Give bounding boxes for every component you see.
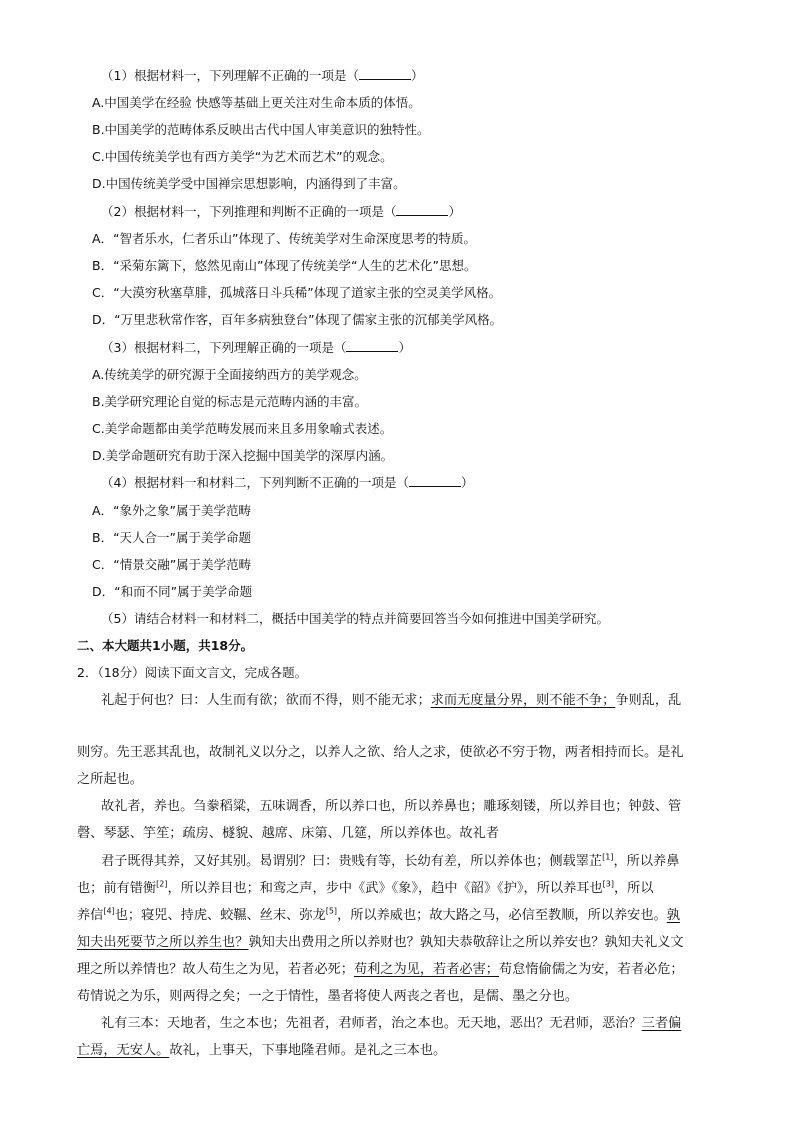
passage-p3-line1 (101, 853, 679, 871)
passage-p1-line1 (101, 692, 681, 710)
passage-p3-line6: 苟情说之为乐，则两得之矣；一之于情性，墨者将使人两丧之者也，是儒、墨之分也。 (77, 989, 579, 1004)
question-3-close: ） (398, 340, 411, 355)
question-4-text: （4）根据材料一和材料二，下列判断不正确的一项是（ (101, 475, 409, 490)
section-2-intro: 2．（18分）阅读下面文言文，完成各题。 (77, 665, 308, 680)
passage-p3-line3 (77, 907, 680, 925)
section-2-heading: 二、本大题共1小题，共18分。 (77, 638, 254, 653)
question-1-close: ） (410, 68, 424, 83)
q3-option-c: C.美学命题都由美学范畴发展而来且多用象喻式表述。 (92, 421, 393, 436)
footnote-marker: [4] (103, 906, 115, 916)
question-5-stem: （5）请结合材料一和材料二，概括中国美学的特点并简要回答当今如何推进中国美学研究。 (101, 611, 609, 626)
passage-text: ，所以养鼻 (613, 854, 680, 869)
question-4-close: ） (460, 475, 474, 490)
answer-blank[interactable] (396, 203, 448, 216)
passage-text: 争则乱，乱 (615, 693, 682, 708)
passage-text: ，所以养威也；故大路之马，必信至教顺，所以养安也。 (337, 908, 667, 923)
question-1-stem (101, 67, 423, 85)
passage-text: 理之所以养情也？故人苟生之为见，若者必死； (77, 962, 354, 977)
q1-option-b: B.中国美学的范畴体系反映出古代中国人审美意识的独特性。 (92, 122, 430, 137)
footnote-marker: [2] (156, 879, 168, 889)
passage-p1-line2: 则穷。先王恶其乱也，故制礼义以分之，以养人之欲、给人之求，使欲必不穷于物，两者相持而长。是礼 (77, 745, 684, 760)
passage-p4-line2 (77, 1042, 446, 1060)
footnote-marker: [1] (602, 852, 614, 862)
question-2-text: （2）根据材料一，下列推理和判断不正确的一项是（ (101, 204, 397, 219)
passage-p3-line2 (77, 880, 654, 898)
q4-option-a: A．“象外之象”属于美学范畴 (92, 503, 252, 518)
q3-option-b: B.美学研究理论自觉的标志是元范畴内涵的丰富。 (92, 394, 368, 409)
underlined-sentence: 亡焉，无安人。 (77, 1043, 170, 1058)
q4-option-c: C．“情景交融”属于美学范畴 (92, 557, 252, 572)
q2-option-a: A．“智者乐水，仁者乐山”体现了、传统美学对生命深度思考的特质。 (92, 231, 477, 246)
underlined-sentence: 三者偏 (641, 1016, 682, 1031)
passage-p1-line3: 之所起也。 (77, 772, 143, 787)
q4-option-b: B．“天人合一”属于美学命题 (92, 530, 252, 545)
passage-p3-line5 (77, 961, 684, 979)
passage-text: ，所以 (613, 881, 654, 896)
question-3-text: （3）根据材料二，下列理解正确的一项是（ (101, 340, 347, 355)
q2-option-c: C．“大漠穷秋塞草腓，孤城落日斗兵稀”体现了道家主张的空灵美学风格。 (92, 285, 502, 300)
passage-text: 君子既得其养，又好其别。曷谓别？曰：贵贱有等，长幼有差，所以养体也；侧载睪芷 (101, 854, 603, 869)
footnote-marker: [3] (602, 879, 614, 889)
answer-blank[interactable] (359, 67, 411, 80)
passage-text: 故礼，上事天，下事地隆君师。是礼之三本也。 (169, 1043, 447, 1058)
underlined-sentence: 求而无度量分界，则不能不争； (430, 693, 616, 708)
q2-option-d: D．“万里悲秋常作客，百年多病独登台”体现了儒家主张的沉郁美学风格。 (92, 312, 503, 327)
q1-option-d: D.中国传统美学受中国禅宗思想影响，内涵得到了丰富。 (92, 176, 406, 191)
passage-p4-line1 (101, 1015, 681, 1033)
question-2-stem (101, 203, 461, 221)
passage-p2-line1: 故礼者，养也。刍豢稻粱，五味调香，所以养口也，所以养鼻也；雕琢刻镂，所以养目也；钟鼓、管 (101, 799, 682, 814)
footnote-marker: [5] (325, 906, 338, 916)
passage-text: 养信 (77, 908, 104, 923)
passage-text: 苟怠惰偷儒之为安，若者必危； (499, 962, 684, 977)
passage-text: 礼起于何也？曰：人生而有欲；欲而不得，则不能无求； (101, 693, 431, 708)
q4-option-d: D．“和而不同”属于美学命题 (92, 584, 253, 599)
q3-option-a: A.传统美学的研究源于全面接纳西方的美学观念。 (92, 367, 367, 382)
passage-text: 也；寝兕、持虎、蛟韅、丝末、弥龙 (114, 908, 326, 923)
passage-p2-line2: 磬、琴瑟、竽笙；疏房、檖貌、越席、床第、几筵，所以养体也。故礼者 (77, 826, 499, 841)
underlined-sentence: 孰 (666, 908, 680, 923)
q1-option-c: C.中国传统美学也有西方美学“为艺术而艺术”的观念。 (92, 149, 393, 164)
passage-text: 礼有三本：天地者，生之本也；先祖者，君师者，治之本也。无天地，恶出？无君师，恶治？ (101, 1016, 642, 1031)
q2-option-b: B．“采菊东篱下，悠然见南山”体现了传统美学“人生的艺术化”思想。 (92, 258, 477, 273)
underlined-sentence: 苟利之为见，若者必害； (353, 962, 499, 977)
q1-option-a: A.中国美学在经验 快感等基础上更关注对生命本质的体悟。 (92, 95, 421, 110)
question-3-stem (101, 339, 411, 357)
question-1-text: （1）根据材料一，下列理解不正确的一项是（ (101, 68, 359, 83)
passage-p3-line4 (77, 934, 684, 952)
passage-text: 也；前有错衡 (77, 881, 157, 896)
underlined-sentence: 知夫出死要节之所以养生也？ (77, 935, 249, 950)
answer-blank[interactable] (346, 339, 398, 352)
q3-option-d: D.美学命题研究有助于深入挖掘中国美学的深厚内涵。 (92, 448, 394, 463)
question-2-close: ） (448, 204, 461, 219)
question-4-stem (101, 474, 473, 492)
passage-text: ，所以养目也；和鸾之声，步中《武》《象》，趋中《韶》《护》，所以养耳也 (167, 881, 603, 896)
answer-blank[interactable] (409, 474, 461, 487)
passage-text: 孰知夫出费用之所以养财也？孰知夫恭敬辞让之所以养安也？孰知夫礼义文 (248, 935, 684, 950)
